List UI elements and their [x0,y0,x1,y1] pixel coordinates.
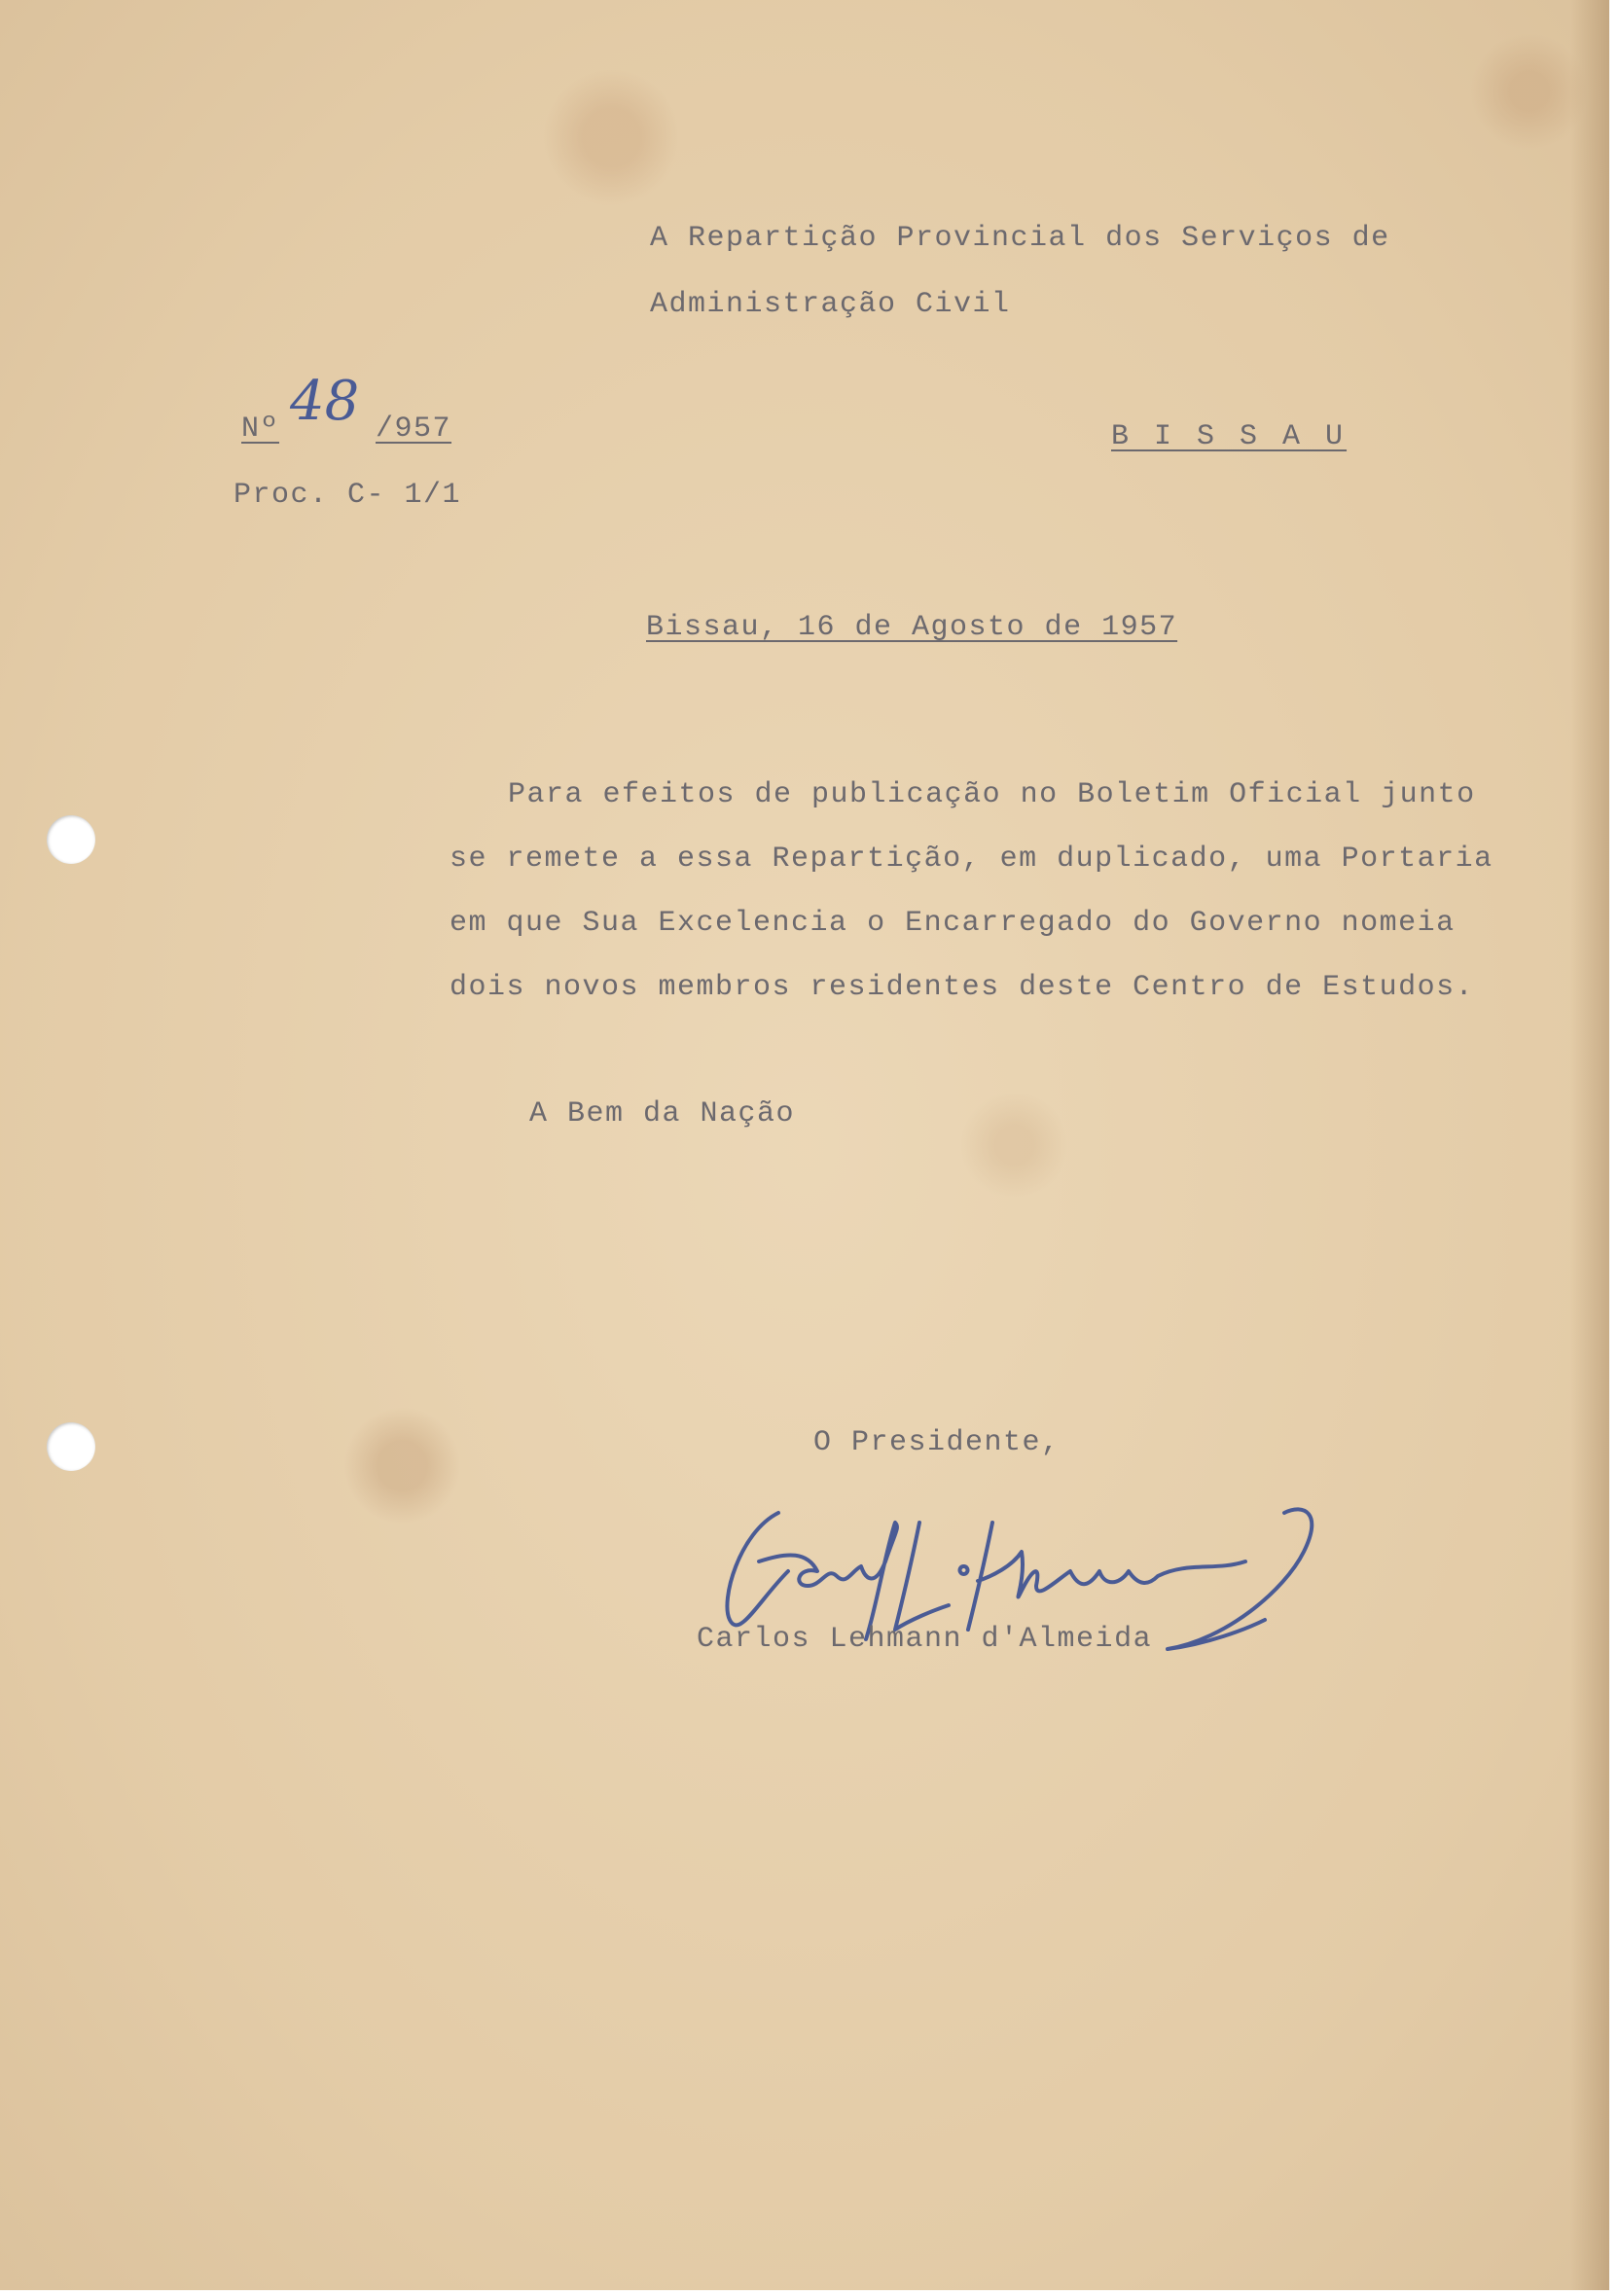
handwritten-number: 48 [290,370,360,433]
body-line-4: dois novos membros residentes deste Centro de Estudos. [450,971,1475,1004]
closing-phrase: A Bem da Nação [529,1097,796,1130]
paper-edge-shadow [1570,0,1609,2290]
body-line-2: se remete a essa Repartição, em duplicado, uma Portaria [450,843,1493,876]
signatory-title: O Presidente, [813,1426,1061,1459]
number-prefix: Nº [241,413,280,446]
signatory-name: Carlos Lehmann d'Almeida [697,1623,1153,1656]
addressee-line-1: A Repartição Provincial dos Serviços de [650,222,1390,255]
body-line-3: em que Sua Excelencia o Encarregado do Governo nomeia [450,907,1456,940]
body-line-1: Para efeitos de publicação no Boletim Oficial junto [508,778,1476,811]
destination: B I S S A U [1111,420,1348,453]
process-reference: Proc. C- 1/1 [234,479,462,512]
addressee-line-2: Administração Civil [650,288,1011,321]
punch-hole-top [47,815,95,864]
date-line: Bissau, 16 de Agosto de 1957 [646,611,1178,644]
punch-hole-bottom [47,1422,95,1471]
handwritten-signature [701,1493,1362,1688]
number-suffix: /957 [376,413,452,446]
